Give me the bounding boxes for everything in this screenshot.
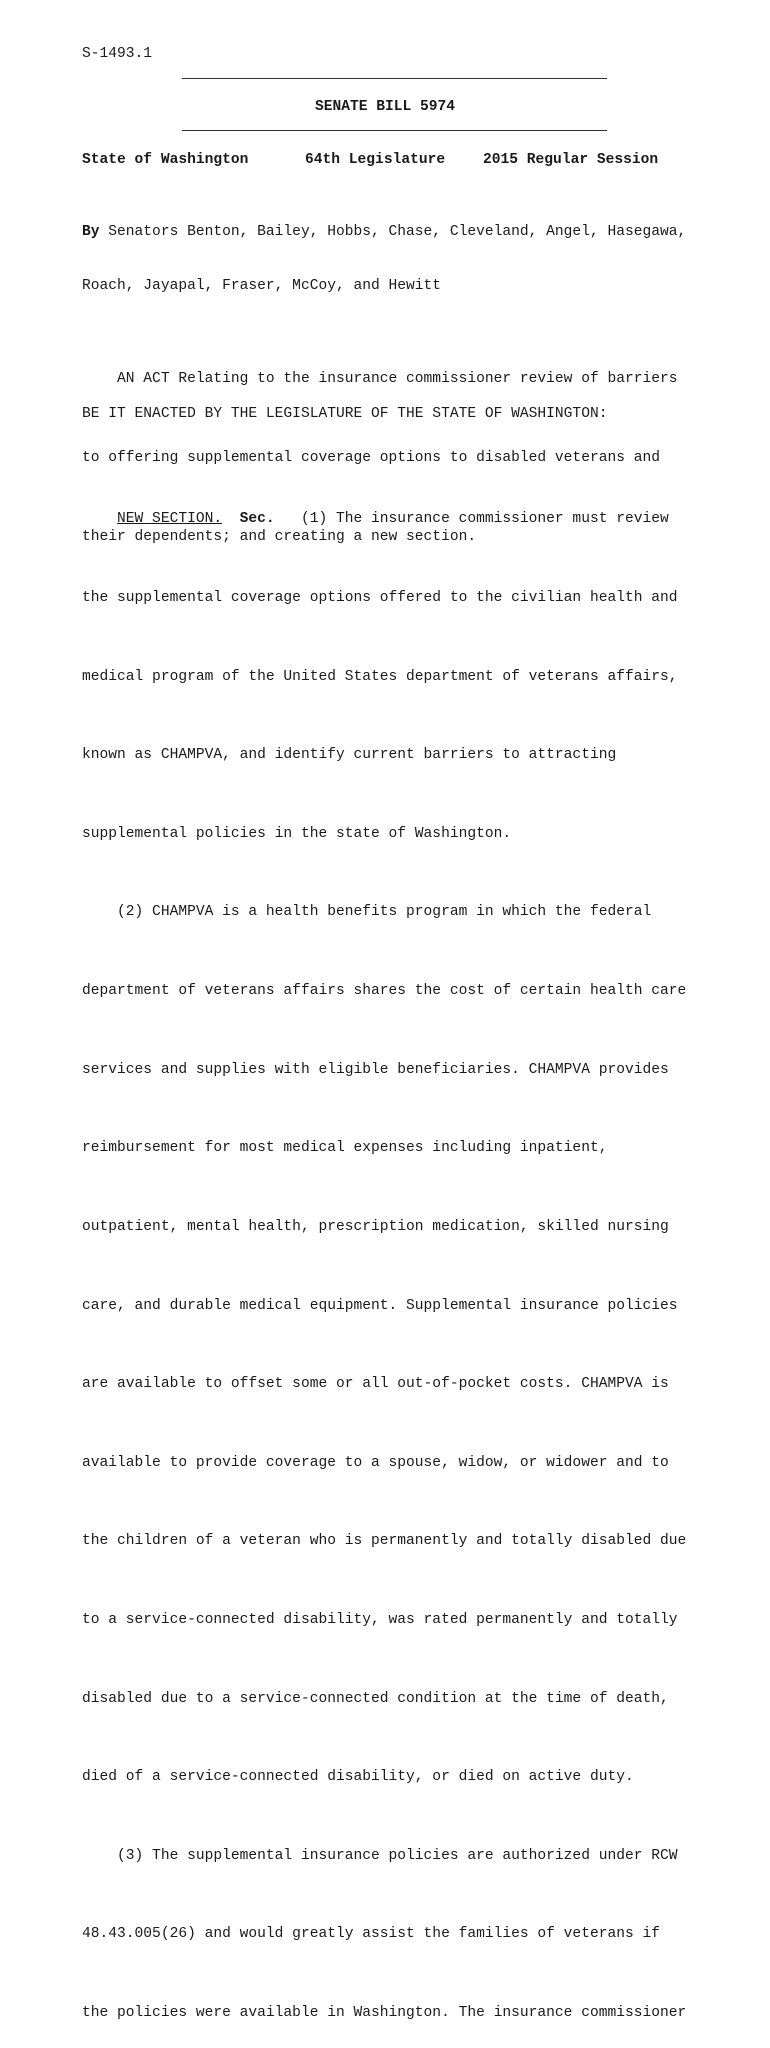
enacting-clause: BE IT ENACTED BY THE LEGISLATURE OF THE STATE OF WASHINGTON: <box>82 406 608 422</box>
act-line: AN ACT Relating to the insurance commissioner review of barriers <box>82 371 678 388</box>
section-line: reimbursement for most medical expenses including inpatient, <box>82 1140 608 1157</box>
section-line: died of a service-connected disability, or died on active duty. <box>82 1769 634 1786</box>
header-state: State of Washington <box>82 152 249 168</box>
section-line: the supplemental coverage options offered to the civilian health and <box>82 590 678 607</box>
sponsors-line-1 <box>82 223 722 241</box>
sponsors-block <box>82 187 722 331</box>
section-first-line-text: (1) The insurance commissioner must review <box>274 511 669 528</box>
sponsors-names-1: Senators Benton, Bailey, Hobbs, Chase, Cleveland, Angel, Hasegawa, <box>99 224 687 240</box>
header-legislature: 64th Legislature <box>305 152 446 168</box>
section-first-line <box>82 506 722 532</box>
title-rule-top <box>182 78 607 79</box>
section-line: known as CHAMPVA, and identify current barriers to attracting <box>82 747 617 764</box>
section-line: the children of a veteran who is permanently and totally disabled due <box>82 1533 687 1550</box>
bill-title: SENATE BILL 5974 <box>314 99 456 115</box>
title-rule-bottom <box>182 130 607 131</box>
section-line: disabled due to a service-connected condition at the time of death, <box>82 1690 669 1707</box>
sponsors-line-2: Roach, Jayapal, Fraser, McCoy, and Hewitt <box>82 278 442 294</box>
section-line: medical program of the United States department of veterans affairs, <box>82 668 678 685</box>
act-line: to offering supplemental coverage options to disabled veterans and <box>82 450 661 467</box>
section-line: to a service-connected disability, was rated permanently and totally <box>82 1611 678 1628</box>
section-line: (3) The supplemental insurance policies are authorized under RCW <box>82 1847 678 1864</box>
section-line: the policies were available in Washington. The insurance commissioner <box>82 2004 687 2021</box>
section-line: supplemental policies in the state of Washington. <box>82 825 512 842</box>
section-line: (2) CHAMPVA is a health benefits program in which the federal <box>82 904 652 921</box>
new-section-label: NEW SECTION. <box>117 511 223 528</box>
header-session: 2015 Regular Session <box>483 152 659 168</box>
section-line: outpatient, mental health, prescription medication, skilled nursing <box>82 1218 669 1235</box>
section-body <box>82 454 722 2048</box>
section-line: are available to offset some or all out-of-pocket costs. CHAMPVA is <box>82 1376 669 1393</box>
act-line: their dependents; and creating a new section. <box>82 528 477 545</box>
section-line: care, and durable medical equipment. Supplemental insurance policies <box>82 1297 678 1314</box>
section-line: department of veterans affairs shares the cost of certain health care <box>82 983 687 1000</box>
section-line: available to provide coverage to a spouse, widow, or widower and to <box>82 1454 669 1471</box>
sec-label: Sec. <box>239 511 275 528</box>
section-line: services and supplies with eligible beneficiaries. CHAMPVA provides <box>82 1061 669 1078</box>
section-line: 48.43.005(26) and would greatly assist the families of veterans if <box>82 1926 661 1943</box>
document-id: S-1493.1 <box>82 46 153 62</box>
sponsors-by-label: By <box>82 224 100 240</box>
